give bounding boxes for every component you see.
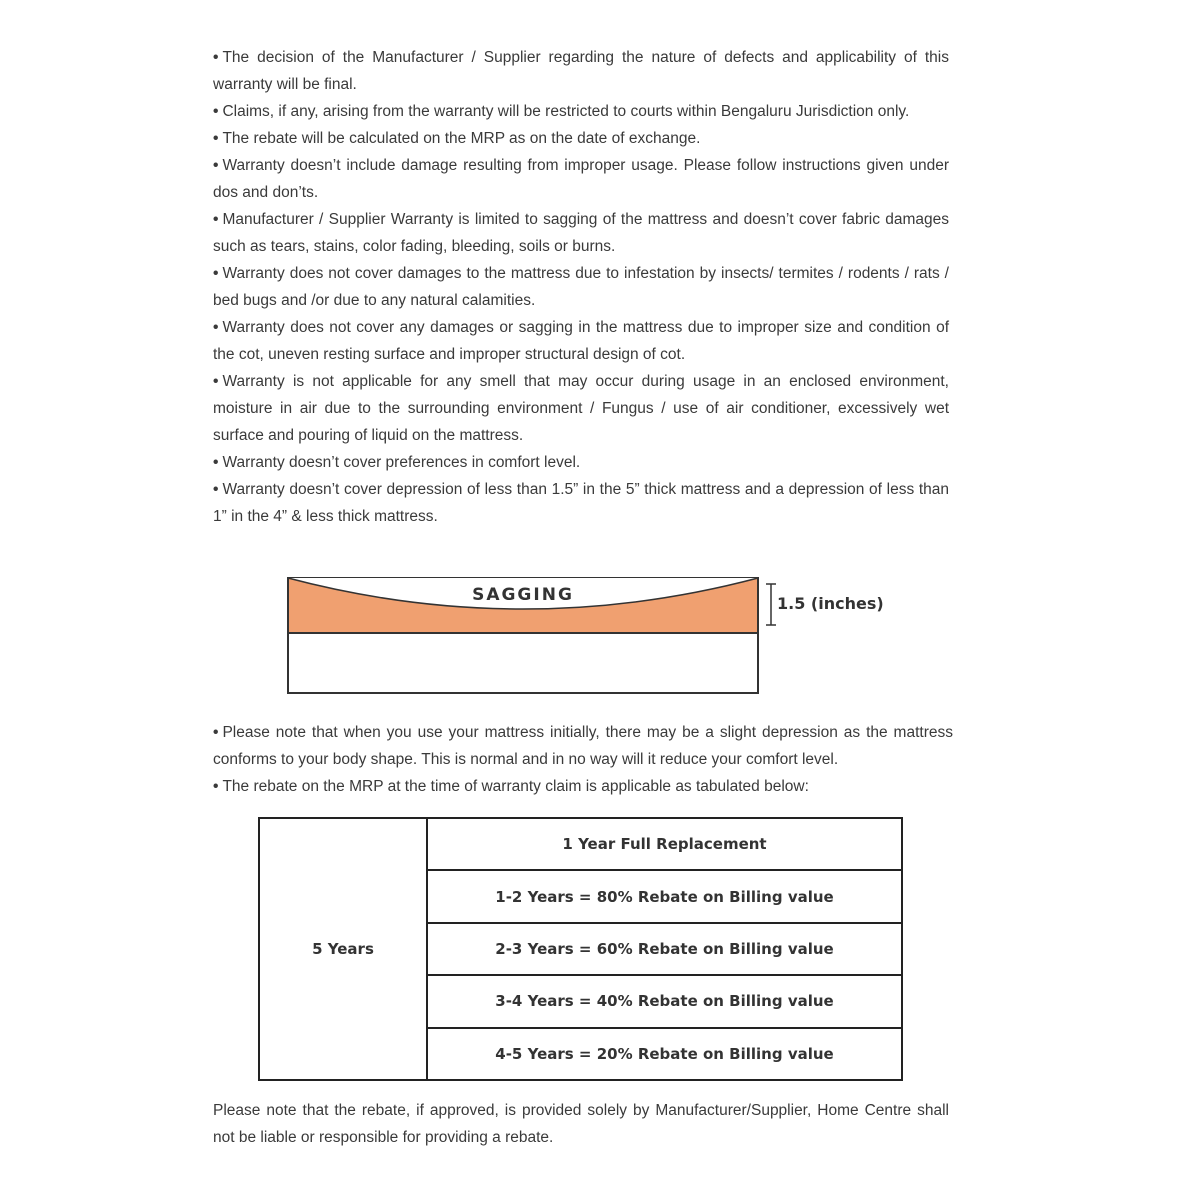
rebate-cell: 1 Year Full Replacement xyxy=(427,818,902,870)
warranty-period-cell: 5 Years xyxy=(259,818,427,1080)
note-item: • The rebate on the MRP at the time of warranty claim is applicable as tabulated below: xyxy=(213,778,809,795)
term-item: • Warranty doesn’t cover depression of less than 1.5” in the 5” thick mattress and a depression of less than 1” in the 4” & less thick mattress. xyxy=(213,481,949,525)
term-item: • The decision of the Manufacturer / Supplier regarding the nature of defects and applicability of this warranty will be final. xyxy=(213,49,949,93)
table-row xyxy=(259,818,902,870)
rebate-notes-list xyxy=(213,719,953,800)
note-item: • Please note that when you use your mattress initially, there may be a slight depression as the mattress conforms to your body shape. This is normal and in no way will it reduce your comfort level. xyxy=(213,724,953,768)
mattress-base xyxy=(288,633,758,693)
rebate-cell: 1-2 Years = 80% Rebate on Billing value xyxy=(427,870,902,922)
warranty-terms-list xyxy=(213,44,949,530)
rebate-cell: 4-5 Years = 20% Rebate on Billing value xyxy=(427,1028,902,1080)
term-item: • Warranty doesn’t include damage resulting from improper usage. Please follow instructions given under dos and don’ts. xyxy=(213,157,949,201)
bullet-icon: • xyxy=(213,724,219,741)
bullet-icon: • xyxy=(213,319,219,336)
rebate-cell: 2-3 Years = 60% Rebate on Billing value xyxy=(427,923,902,975)
depth-label: 1.5 (inches) xyxy=(777,594,884,613)
term-item: • Warranty is not applicable for any smell that may occur during usage in an enclosed environment, moisture in air due to the surrounding environment / Fungus / use of air conditioner, excessively wet surface and pouring of liquid on the mattress. xyxy=(213,373,949,444)
rebate-table xyxy=(258,817,903,1081)
term-item: • Warranty does not cover any damages or sagging in the mattress due to improper size and condition of the cot, uneven resting surface and improper structural design of cot. xyxy=(213,319,949,363)
bullet-icon: • xyxy=(213,373,219,390)
sagging-diagram-graphic xyxy=(280,570,900,700)
bullet-icon: • xyxy=(213,49,219,66)
bullet-icon: • xyxy=(213,157,219,174)
bullet-icon: • xyxy=(213,211,219,228)
term-item: • Manufacturer / Supplier Warranty is limited to sagging of the mattress and doesn’t cover fabric damages such as tears, stains, color fading, bleeding, soils or burns. xyxy=(213,211,949,255)
rebate-cell: 3-4 Years = 40% Rebate on Billing value xyxy=(427,975,902,1027)
sagging-label: SAGGING xyxy=(472,585,574,605)
bullet-icon: • xyxy=(213,103,219,120)
bullet-icon: • xyxy=(213,454,219,471)
bullet-icon: • xyxy=(213,265,219,282)
term-item: • Warranty doesn’t cover preferences in comfort level. xyxy=(213,454,581,471)
footer-note: Please note that the rebate, if approved, is provided solely by Manufacturer/Supplier, Home Centre shall not be liable or responsible for providing a rebate. xyxy=(213,1102,949,1146)
bullet-icon: • xyxy=(213,778,219,795)
sagging-diagram xyxy=(280,570,900,700)
term-item: • Claims, if any, arising from the warranty will be restricted to courts within Bengaluru Jurisdiction only. xyxy=(213,103,910,120)
bullet-icon: • xyxy=(213,130,219,147)
bullet-icon: • xyxy=(213,481,219,498)
term-item: • The rebate will be calculated on the MRP as on the date of exchange. xyxy=(213,130,701,147)
term-item: • Warranty does not cover damages to the mattress due to infestation by insects/ termites / rodents / rats / bed bugs and /or due to any natural calamities. xyxy=(213,265,949,309)
